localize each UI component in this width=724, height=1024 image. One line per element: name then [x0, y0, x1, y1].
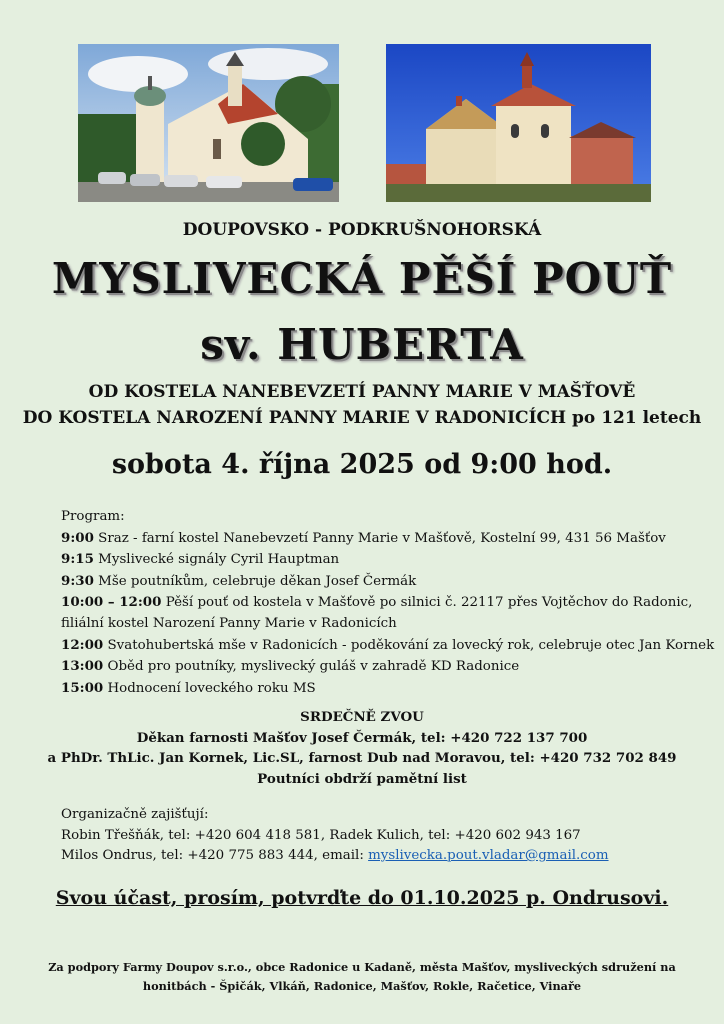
program-item	[61, 528, 701, 550]
church-radonice-photo	[386, 44, 651, 202]
program-time: 9:15	[61, 551, 94, 568]
organizers-contact: Milos Ondrus, tel: +420 775 883 444, email:	[61, 848, 369, 864]
organizers-heading: Organizačně zajišťují:	[61, 807, 209, 822]
church-masťov-photo	[78, 44, 339, 202]
program-text: Oběd pro poutníky, myslivecký guláš v zahradě KD Radonice	[103, 659, 520, 675]
program-time: 10:00 – 12:00	[61, 594, 162, 611]
organizers-section	[61, 805, 701, 867]
program-item	[61, 635, 715, 657]
route-to-tail: po 121 letech	[566, 408, 702, 428]
route-to	[0, 408, 724, 428]
invitation-host-1: Děkan farnosti Mašťov Josef Čermák, tel: +420 722 137 700	[136, 729, 588, 746]
program-section	[61, 507, 715, 699]
invitation-heading: SRDEČNĚ ZVOU	[300, 709, 424, 725]
program-time: 9:30	[61, 572, 94, 589]
program-time: 9:00	[61, 529, 94, 546]
invitation-host-2: a PhDr. ThLic. Jan Kornek, Lic.SL, farnost Dub nad Moravou, tel: +420 732 702 849	[47, 750, 677, 767]
sponsors-footer	[0, 958, 724, 996]
invitation-section	[0, 707, 724, 789]
program-text: Mše poutníkům, celebruje děkan Josef Čermák	[93, 573, 417, 589]
program-time: 12:00	[61, 636, 104, 653]
sponsors-line: Za podpory Farmy Doupov s.r.o., obce Radonice u Kadaně, města Mašťov, mysliveckých sdružení na	[48, 960, 676, 974]
program-item	[61, 656, 701, 678]
invitation-note: Poutníci obdrží pamětní list	[257, 770, 467, 787]
event-title-saint: sv. HUBERTA	[200, 320, 524, 369]
program-text: Myslivecké signály Cyril Hauptman	[93, 552, 340, 568]
program-item	[61, 571, 701, 593]
program-item	[61, 592, 701, 614]
program-heading: Program:	[61, 509, 125, 524]
program-text: Pěší pouť od kostela v Mašťově po silnici č. 22117 přes Vojtěchov do Radonic,	[161, 595, 693, 611]
email-link[interactable]: myslivecka.pout.vladar@gmail.com	[368, 848, 609, 864]
organizers-line: Robin Třešňák, tel: +420 604 418 581, Radek Kulich, tel: +420 602 943 167	[61, 827, 581, 843]
program-text: Sraz - farní kostel Nanebevzetí Panny Marie v Mašťově, Kostelní 99, 431 56 Mašťov	[93, 530, 666, 546]
event-title: MYSLIVECKÁ PĚŠÍ POUŤ	[51, 254, 673, 303]
organizers-line	[61, 846, 701, 867]
route-to-bold: DO KOSTELA NAROZENÍ PANNY MARIE V RADONICÍCH	[22, 408, 567, 428]
program-item-continued: filiální kostel Narození Panny Marie v Radonicích	[61, 615, 397, 631]
program-text: Hodnocení loveckého roku MS	[103, 680, 316, 696]
event-date: sobota 4. října 2025 od 9:00 hod.	[111, 449, 613, 480]
program-time: 15:00	[61, 679, 104, 696]
route-from: OD KOSTELA NANEBEVZETÍ PANNY MARIE V MAŠŤOVĚ	[88, 382, 636, 402]
rsvp-notice: Svou účast, prosím, potvrďte do 01.10.2025 p. Ondrusovi.	[55, 887, 669, 909]
program-time: 13:00	[61, 658, 104, 675]
region-subtitle: DOUPOVSKO - PODKRUŠNOHORSKÁ	[182, 220, 542, 240]
program-text: Svatohubertská mše v Radonicích - poděkování za lovecký rok, celebruje otec Jan Kornek	[103, 637, 715, 653]
program-item	[61, 549, 701, 571]
sponsors-line: honitbách - Špičák, Vlkáň, Radonice, Mašťov, Rokle, Račetice, Vinaře	[142, 979, 582, 993]
program-item	[61, 678, 701, 700]
